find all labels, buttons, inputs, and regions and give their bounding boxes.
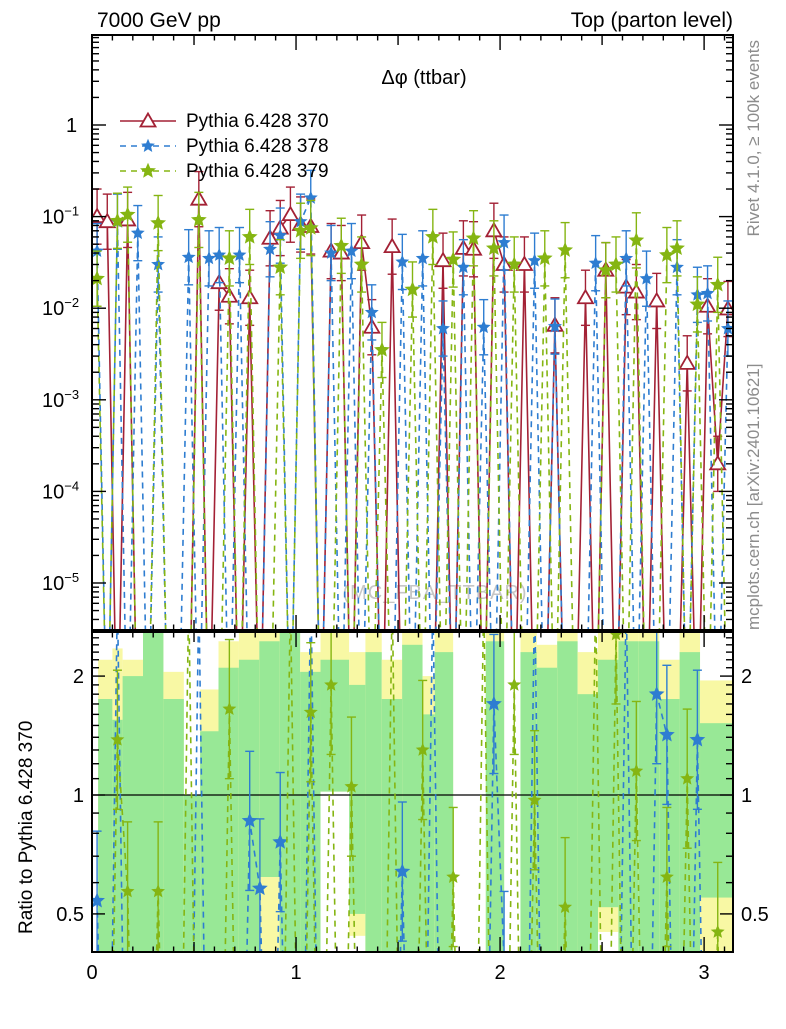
ratio-ytick-label: 1 (741, 785, 753, 807)
star-marker (711, 278, 724, 291)
star-marker (437, 323, 448, 334)
star-marker (426, 230, 439, 243)
band-green (382, 699, 402, 970)
ytick-exponent: −5 (64, 570, 80, 585)
triangle-marker (436, 253, 451, 266)
star-marker (141, 164, 154, 177)
ytick-base: 10 (42, 481, 65, 504)
band-green (98, 699, 112, 970)
ytick-label (42, 570, 79, 595)
xtick-label: 2 (494, 962, 506, 984)
chart-generated-layer (42, 35, 769, 1024)
ratio-ytick-label: 1 (72, 785, 84, 807)
star-marker (142, 140, 153, 151)
triangle-marker (578, 290, 593, 303)
ratio-ytick-label: 0.5 (741, 903, 769, 926)
ratio-ytick-label: 2 (72, 666, 84, 689)
legend (120, 111, 329, 182)
ytick-label (42, 478, 79, 503)
legend-entry (120, 136, 329, 157)
star-marker (478, 321, 489, 332)
ytick-label: 1 (66, 115, 78, 137)
star-marker (274, 260, 287, 273)
star-marker (559, 243, 572, 256)
star-marker (132, 227, 143, 238)
ytick-exponent: −4 (64, 478, 80, 494)
legend-label: Pythia 6.428 379 (186, 161, 329, 182)
ytick-exponent: −1 (64, 203, 80, 219)
band-green (578, 694, 598, 970)
star-marker (641, 273, 652, 284)
band-green (435, 652, 453, 970)
star-marker (214, 249, 225, 260)
star-marker (458, 261, 469, 272)
band-green (123, 676, 143, 970)
star-marker (192, 213, 205, 226)
triangle-marker (242, 290, 257, 303)
ratio-axis-title: Ratio to Pythia 6.428 370 (16, 720, 37, 934)
star-marker (152, 216, 165, 229)
triangle-marker (649, 293, 664, 306)
band-green (557, 641, 577, 970)
ratio-ytick-label: 0.5 (56, 903, 84, 926)
star-marker (203, 252, 214, 263)
triangle-marker (710, 456, 725, 469)
star-marker (234, 249, 245, 260)
ytick-exponent: −2 (64, 295, 80, 311)
band-green (365, 652, 381, 970)
process-title: Top (parton level) (570, 9, 733, 32)
band-green (321, 660, 350, 792)
triangle-marker (141, 114, 156, 127)
star-marker (264, 243, 276, 254)
star-marker (397, 256, 408, 267)
ytick-base: 10 (42, 573, 65, 595)
rivet-credit: Rivet 4.1.0, ≥ 100k events (744, 40, 763, 237)
triangle-marker (283, 207, 298, 220)
triangle-marker (385, 239, 400, 252)
legend-entry (120, 161, 329, 182)
xtick-label: 1 (290, 962, 302, 984)
beam-title: 7000 GeV pp (97, 9, 221, 32)
star-marker (375, 343, 388, 356)
band-green (280, 628, 300, 970)
observable-title: Δφ (ttbar) (381, 67, 467, 89)
watermark: (MC_FBA_TTBAR) (342, 582, 528, 604)
ratio-ytick-label: 2 (741, 666, 753, 689)
star-marker (417, 252, 428, 263)
band-green (163, 699, 183, 970)
ytick-base: 10 (42, 389, 65, 412)
star-marker (183, 251, 194, 262)
band-green (143, 628, 163, 970)
star-marker (702, 287, 713, 298)
ytick-label (42, 387, 79, 412)
mcplots-credit: mcplots.cern.ch [arXiv:2401.10621] (744, 363, 763, 630)
star-marker (621, 252, 632, 263)
star-marker (630, 233, 643, 246)
xtick-label: 0 (86, 962, 98, 984)
legend-label: Pythia 6.428 370 (186, 111, 329, 132)
star-marker (509, 679, 521, 690)
ytick-base: 10 (42, 206, 65, 229)
ytick-base: 10 (42, 298, 65, 321)
ytick-exponent: −3 (64, 386, 80, 402)
xtick-label: 3 (698, 962, 710, 984)
star-marker (366, 306, 377, 317)
ytick-label (42, 295, 79, 320)
ytick-label (42, 204, 79, 229)
legend-label: Pythia 6.428 378 (186, 136, 329, 157)
triangle-marker (680, 356, 695, 369)
star-marker (538, 251, 551, 264)
star-marker (590, 257, 601, 268)
legend-entry (120, 111, 329, 132)
star-marker (467, 231, 480, 244)
